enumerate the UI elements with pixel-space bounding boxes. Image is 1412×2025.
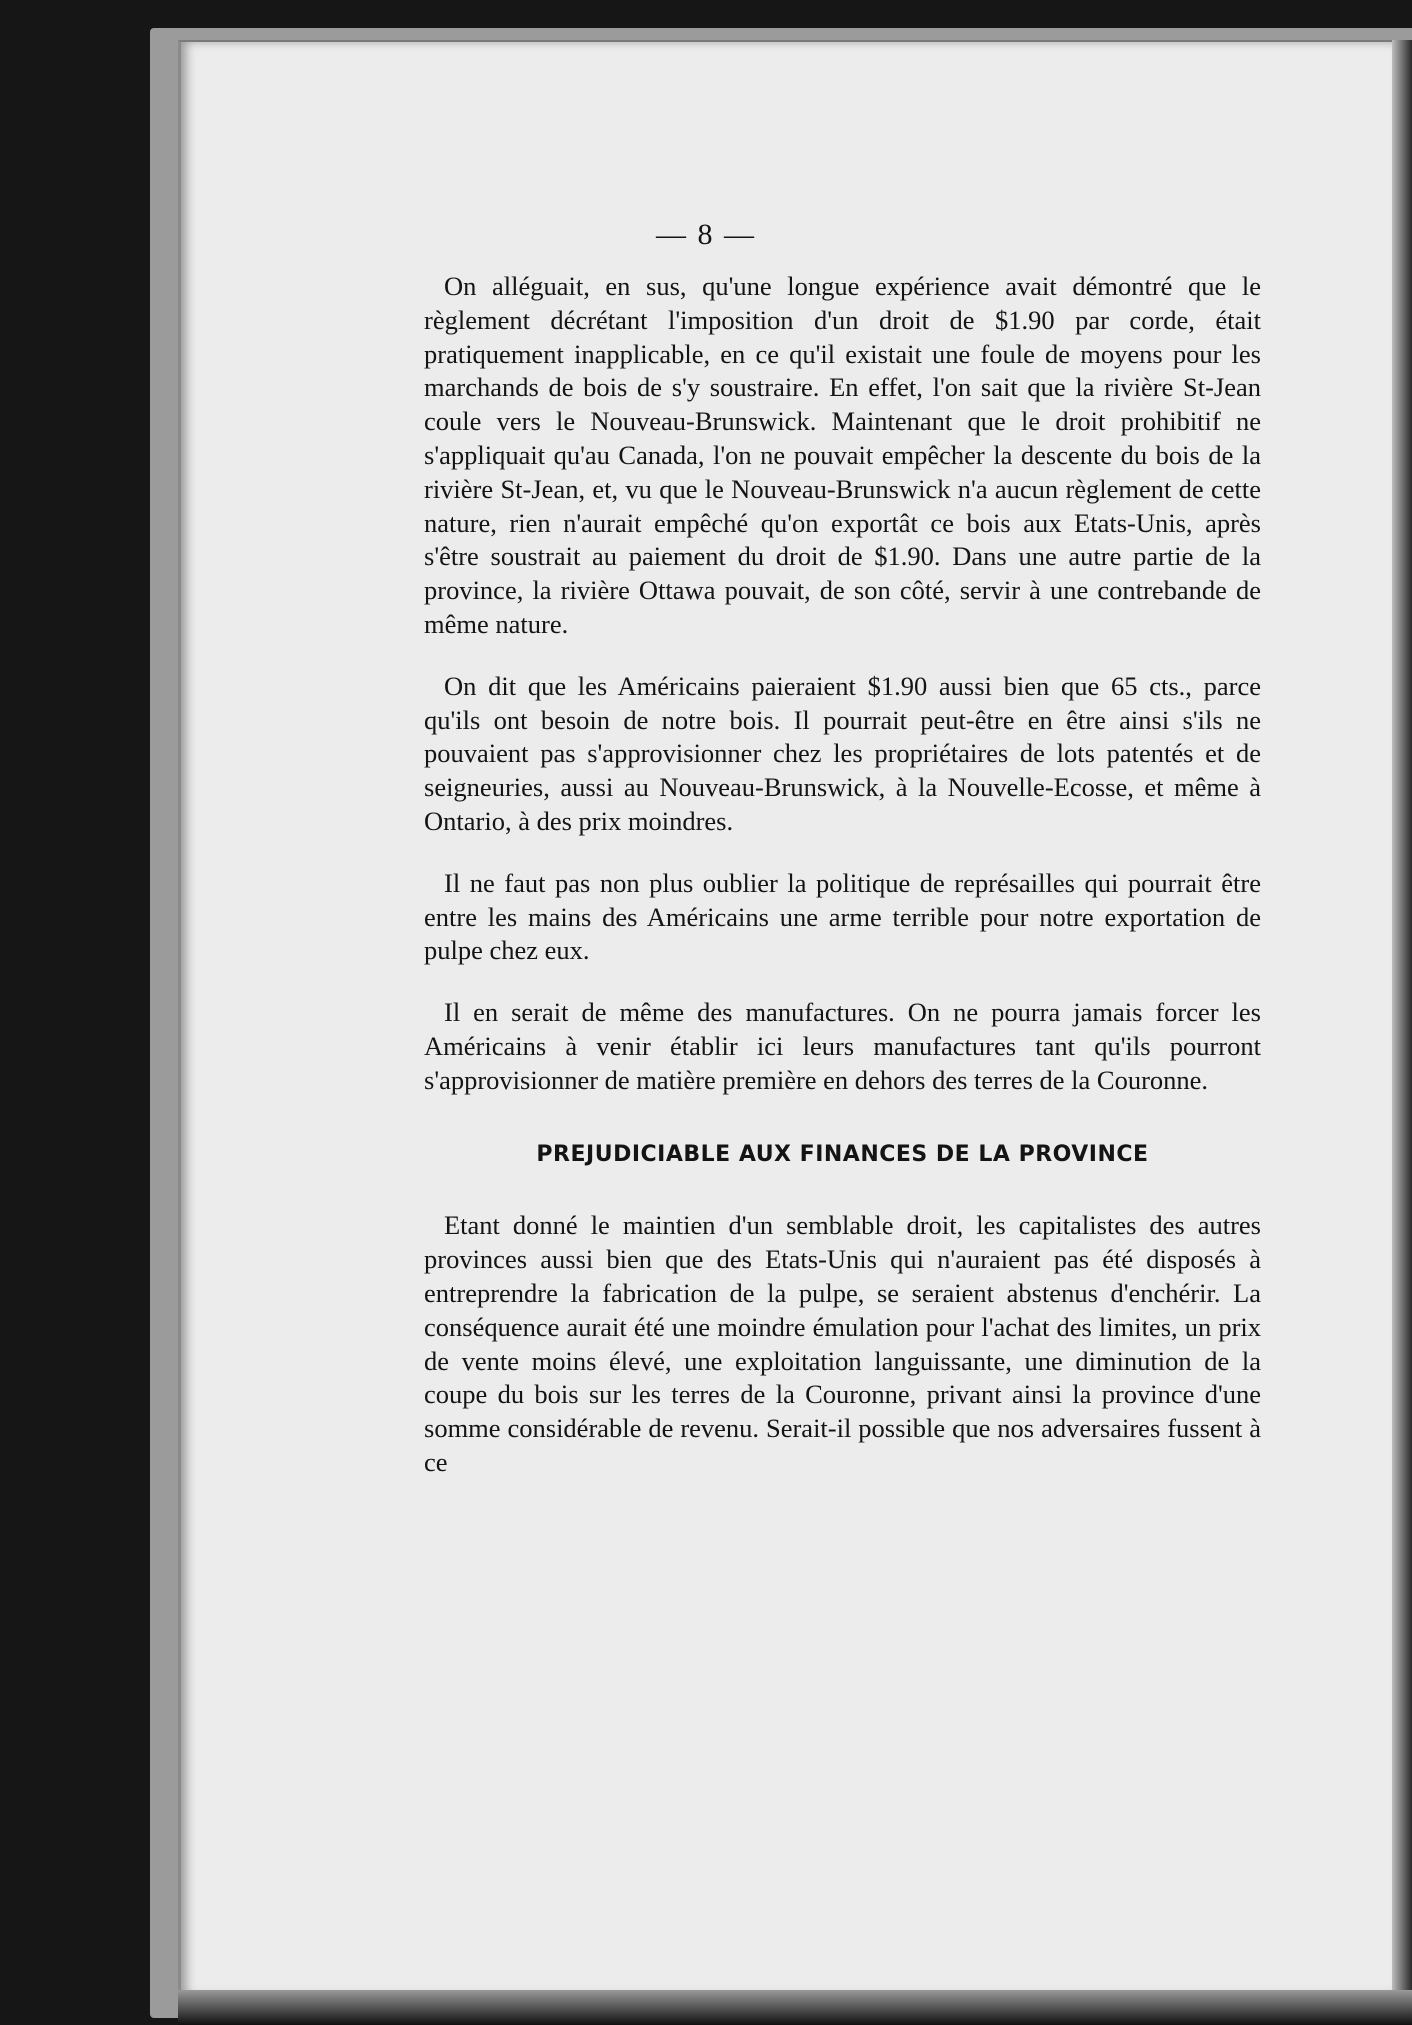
paragraph-3: Il ne faut pas non plus oublier la politique de représailles qui pourrait être entre les mains des Américains une arme terrible pour notre exportation de pulpe chez eux.	[424, 867, 1261, 966]
paragraph-1: On alléguait, en sus, qu'une longue expérience avait démontré que le règlement décrétant l'imposition d'un droit de $1.90 par corde, était pratiquement inapplicable, en ce qu'il existait une foule de moyens pour les marchands de bois de s'y soustraire. En effet, l'on sait que la rivière St-Jean coule vers le Nouveau-Brunswick. Maintenant que le droit prohibitif ne s'appliquait qu'au Canada, l'on ne pouvait empêcher la descente du bois de la rivière St-Jean, et, vu que le Nouveau-Brunswick n'a aucun règlement de cette nature, rien n'aurait empêché qu'on exportât ce bois aux Etats-Unis, après s'être soustrait au paiement du droit de $1.90. Dans une autre partie de la province, la rivière Ottawa pouvait, de son côté, servir à une contrebande de même nature.	[424, 271, 1261, 639]
paragraph-5: Etant donné le maintien d'un semblable droit, les capitalistes des autres provinces aussi bien que des Etats-Unis qui n'auraient pas été disposés à entreprendre la fabrication de la pulpe, se seraient abstenus d'enchérir. La conséquence aurait été une moindre émulation pour l'achat des limites, un prix de vente moins élevé, une exploitation languissante, une diminution de la coupe du bois sur les terres de la Couronne, privant ainsi la province d'une somme considérable de revenu. Serait-il possible que nos adversaires fussent à ce	[424, 1210, 1261, 1477]
paragraph-4: Il en serait de même des manufactures. On ne pourra jamais forcer les Américains à venir établir ici leurs manufactures tant qu'ils pourront s'approvisionner de matière première en dehors des terres de la Couronne.	[424, 997, 1261, 1095]
paragraph-2: On dit que les Américains paieraient $1.90 aussi bien que 65 cts., parce qu'ils ont besoin de notre bois. Il pourrait peut-être en être ainsi s'ils ne pouvaient pas s'approvisionner chez les propriétaires de lots patentés et de seigneuries, aussi au Nouveau-Brunswick, à la Nouvelle-Ecosse, et même à Ontario, à des prix moindres.	[424, 670, 1261, 836]
section-heading: PREJUDICIABLE AUX FINANCES DE LA PROVINCE	[536, 1141, 1149, 1167]
page-right-edge	[1392, 40, 1412, 2025]
page-number: — 8 —	[656, 218, 756, 251]
body-text	[424, 270, 1261, 1480]
page-bottom-edge	[178, 1990, 1412, 2025]
